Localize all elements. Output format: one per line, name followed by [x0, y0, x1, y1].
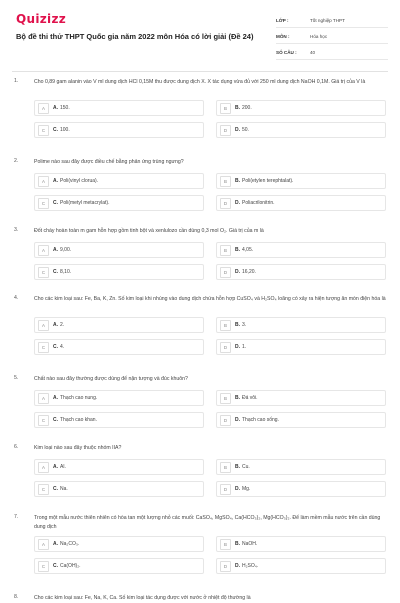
option-text: 8,10.	[60, 269, 72, 275]
question-text: Cho 0,89 gam alanin vào V ml dung dịch HCl 0,15M thu được dung dịch X. X tác dụng vừa đủ với 250 ml dung dịch NaOH 0,1M. Giá trị của V là	[34, 79, 366, 85]
option-prefix: B.	[235, 178, 240, 184]
answer-option-a[interactable]	[34, 242, 204, 258]
option-text: 1.	[242, 344, 247, 350]
option-prefix: C.	[53, 344, 58, 350]
meta-table	[276, 14, 388, 62]
document-title: Bộ đề thi thử THPT Quốc gia năm 2022 môn Hóa có lời giải (Đề 24)	[16, 32, 254, 41]
question-text: Trong một mẫu nước thiên nhiên có hòa tan một lượng nhỏ các muối: CaSO₄, MgSO₄, Ca(HCO₃)₂, Mg(HCO₃)₂. Để làm mềm mẫu nước trên cần dùng dung dịch	[34, 515, 381, 530]
answer-option-c[interactable]	[34, 558, 204, 574]
option-letter-box: D	[220, 198, 231, 209]
option-text: Ca(OH)₂.	[60, 563, 81, 569]
answer-option-b[interactable]	[216, 242, 386, 258]
option-text: Thạch cao nung.	[60, 395, 98, 401]
answer-option-c[interactable]	[34, 264, 204, 280]
option-text: Thạch cao sống.	[242, 417, 279, 423]
option-text: 4,05.	[242, 247, 254, 253]
option-prefix: D.	[235, 344, 240, 350]
question-number: 8.	[14, 594, 19, 600]
worksheet-header	[0, 0, 400, 70]
answer-option-d[interactable]	[216, 195, 386, 211]
meta-value: 40	[310, 50, 316, 55]
option-text: Poli(vinyl clorua).	[60, 178, 99, 184]
option-text: 50.	[242, 127, 249, 133]
answer-option-c[interactable]	[34, 195, 204, 211]
option-letter-box: B	[220, 393, 231, 404]
answer-option-c[interactable]	[34, 339, 204, 355]
option-text: Cu.	[242, 464, 250, 470]
option-letter-box: C	[38, 484, 49, 495]
option-text: Al.	[60, 464, 66, 470]
option-letter-box: D	[220, 561, 231, 572]
option-letter-box: A	[38, 176, 49, 187]
option-letter-box: D	[220, 342, 231, 353]
option-prefix: C.	[53, 486, 58, 492]
option-prefix: B.	[235, 541, 240, 547]
option-letter-box: A	[38, 320, 49, 331]
answer-option-d[interactable]	[216, 122, 386, 138]
answer-option-b[interactable]	[216, 173, 386, 189]
answer-option-d[interactable]	[216, 412, 386, 428]
question-text: Cho các kim loại sau: Fe, Ba, K, Zn. Số kim loại khi nhúng vào dung dịch chứa hỗn hợp CuSO₄ và H₂SO₄ loãng có xảy ra hiện tượng ăn mòn điện hóa là	[34, 296, 386, 302]
answer-option-d[interactable]	[216, 339, 386, 355]
option-letter-box: C	[38, 125, 49, 136]
answer-option-c[interactable]	[34, 412, 204, 428]
answer-option-b[interactable]	[216, 317, 386, 333]
question-number: 4.	[14, 295, 19, 301]
answer-option-b[interactable]	[216, 459, 386, 475]
meta-row-count	[276, 46, 388, 60]
option-letter-box: A	[38, 393, 49, 404]
option-prefix: A.	[53, 322, 58, 328]
option-prefix: A.	[53, 178, 58, 184]
header-divider	[12, 71, 388, 72]
option-prefix: D.	[235, 269, 240, 275]
option-text: 4.	[60, 344, 65, 350]
option-prefix: A.	[53, 395, 58, 401]
option-text: NaOH.	[242, 541, 258, 547]
option-text: Đá vôi.	[242, 395, 258, 401]
option-prefix: C.	[53, 563, 58, 569]
option-letter-box: A	[38, 103, 49, 114]
option-text: Poliacrilonitrin.	[242, 200, 275, 206]
answer-option-a[interactable]	[34, 317, 204, 333]
option-text: 3.	[242, 322, 247, 328]
meta-label: MÔN :	[276, 34, 290, 39]
option-letter-box: A	[38, 245, 49, 256]
option-prefix: C.	[53, 127, 58, 133]
option-prefix: D.	[235, 417, 240, 423]
option-prefix: C.	[53, 269, 58, 275]
option-text: 100.	[60, 127, 70, 133]
answer-option-a[interactable]	[34, 459, 204, 475]
meta-value: Hóa học	[310, 34, 328, 39]
option-letter-box: C	[38, 267, 49, 278]
question-text: Polime nào sau đây được điều chế bằng phản ứng trùng ngưng?	[34, 159, 184, 165]
question-number: 2.	[14, 158, 19, 164]
option-text: Poli(metyl metacrylat).	[60, 200, 110, 206]
option-letter-box: D	[220, 125, 231, 136]
answer-option-d[interactable]	[216, 481, 386, 497]
option-text: 200.	[242, 105, 252, 111]
question-number: 1.	[14, 78, 19, 84]
answer-option-c[interactable]	[34, 122, 204, 138]
meta-label: LỚP :	[276, 18, 289, 23]
answer-option-a[interactable]	[34, 100, 204, 116]
option-text: Na.	[60, 486, 68, 492]
answer-option-c[interactable]	[34, 481, 204, 497]
option-prefix: A.	[53, 105, 58, 111]
question-number: 6.	[14, 444, 19, 450]
option-prefix: B.	[235, 247, 240, 253]
option-letter-box: B	[220, 245, 231, 256]
quizizz-logo: Quizizz	[16, 12, 67, 26]
option-letter-box: B	[220, 539, 231, 550]
option-prefix: D.	[235, 127, 240, 133]
option-prefix: C.	[53, 417, 58, 423]
option-text: 2.	[60, 322, 65, 328]
option-letter-box: A	[38, 539, 49, 550]
answer-option-b[interactable]	[216, 100, 386, 116]
option-prefix: D.	[235, 200, 240, 206]
answer-option-a[interactable]	[34, 390, 204, 406]
option-letter-box: D	[220, 484, 231, 495]
answer-option-b[interactable]	[216, 390, 386, 406]
option-letter-box: B	[220, 462, 231, 473]
meta-row-class	[276, 14, 388, 28]
option-prefix: D.	[235, 486, 240, 492]
option-letter-box: C	[38, 342, 49, 353]
option-text: Poli(etylen terephtalat).	[242, 178, 294, 184]
option-letter-box: B	[220, 103, 231, 114]
option-prefix: B.	[235, 464, 240, 470]
answer-option-d[interactable]	[216, 264, 386, 280]
option-prefix: D.	[235, 563, 240, 569]
option-prefix: B.	[235, 322, 240, 328]
meta-row-subject	[276, 30, 388, 44]
option-text: Mg.	[242, 486, 251, 492]
option-letter-box: C	[38, 198, 49, 209]
option-prefix: A.	[53, 541, 58, 547]
option-prefix: B.	[235, 105, 240, 111]
option-letter-box: C	[38, 561, 49, 572]
option-letter-box: D	[220, 267, 231, 278]
option-prefix: C.	[53, 200, 58, 206]
option-text: Na₂CO₃.	[60, 541, 80, 547]
question-text: Kim loại nào sau đây thuộc nhóm IIA?	[34, 445, 122, 451]
option-prefix: B.	[235, 395, 240, 401]
question-text: Cho các kim loại sau: Fe, Na, K, Ca. Số kim loại tác dụng được với nước ở nhiệt độ thường là	[34, 595, 251, 601]
answer-option-a[interactable]	[34, 173, 204, 189]
option-letter-box: A	[38, 462, 49, 473]
answer-option-d[interactable]	[216, 558, 386, 574]
option-letter-box: B	[220, 176, 231, 187]
meta-value: Tốt nghiệp THPT	[310, 18, 345, 23]
option-letter-box: C	[38, 415, 49, 426]
question-number: 3.	[14, 227, 19, 233]
option-prefix: A.	[53, 247, 58, 253]
option-text: Thạch cao khan.	[60, 417, 97, 423]
option-letter-box: B	[220, 320, 231, 331]
answer-option-a[interactable]	[34, 536, 204, 552]
meta-label: SỐ CÂU :	[276, 50, 297, 55]
option-text: 150.	[60, 105, 70, 111]
question-number: 7.	[14, 514, 19, 520]
question-number: 5.	[14, 375, 19, 381]
question-text: Chất nào sau đây thường được dùng để nặn tượng và đúc khuôn?	[34, 376, 188, 382]
option-prefix: A.	[53, 464, 58, 470]
option-text: H₂SO₄.	[242, 563, 259, 569]
option-letter-box: D	[220, 415, 231, 426]
answer-option-b[interactable]	[216, 536, 386, 552]
option-text: 16,20.	[242, 269, 256, 275]
question-text: Đốt cháy hoàn toàn m gam hỗn hợp gồm tinh bột và xenlulozo cần dùng 0,3 mol O₂. Giá trị của m là	[34, 228, 264, 234]
option-text: 9,00.	[60, 247, 72, 253]
